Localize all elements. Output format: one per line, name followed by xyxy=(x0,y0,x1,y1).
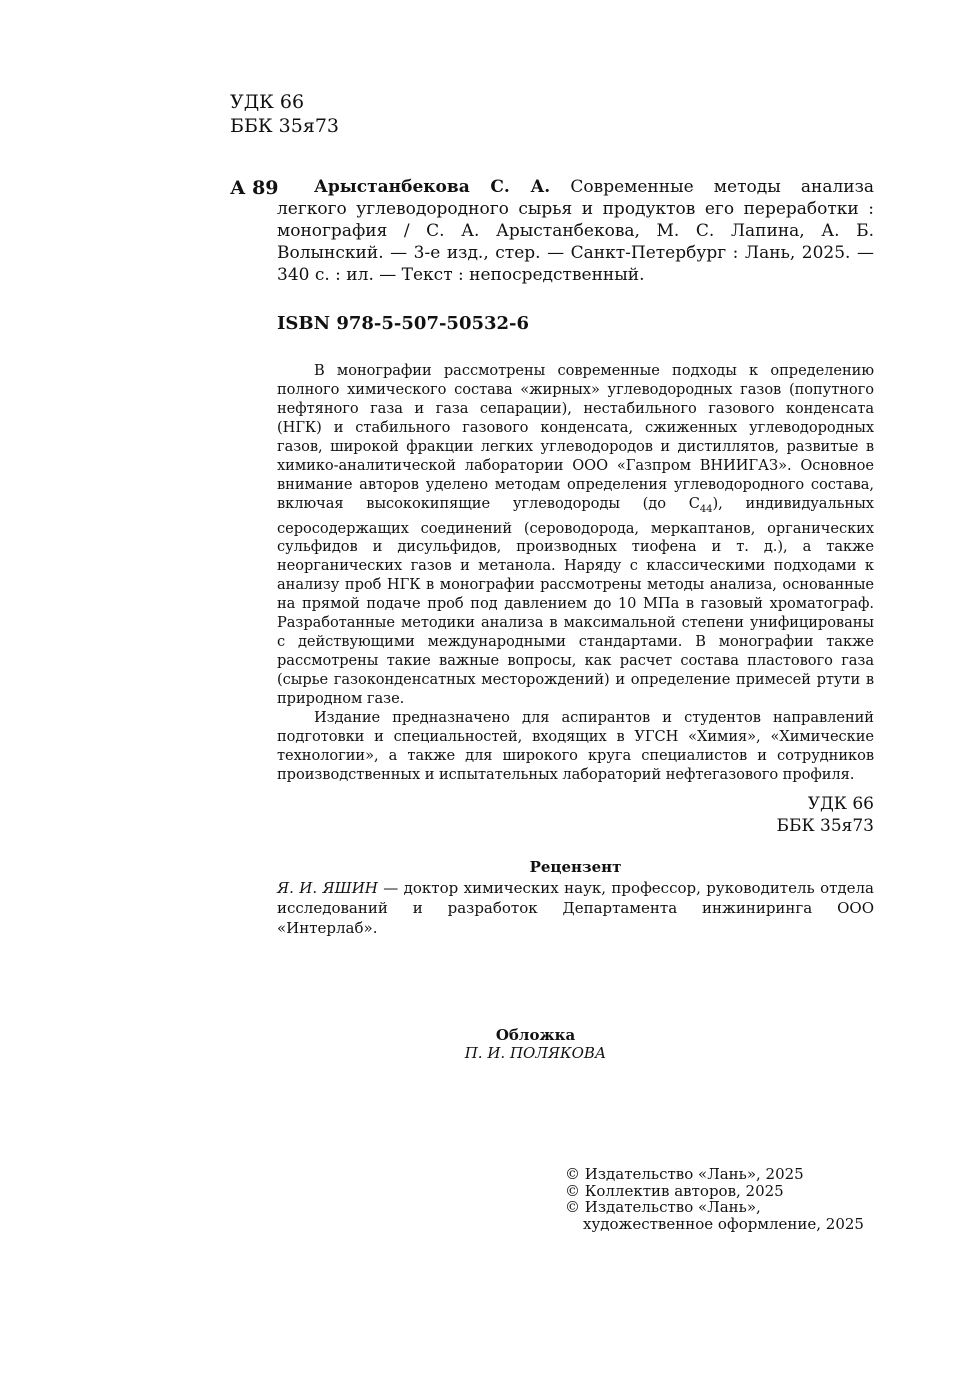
bbk-code: ББК 35я73 xyxy=(230,115,340,137)
annotation-paragraph-1 xyxy=(277,362,874,709)
copyright-line: художественное оформление, 2025 xyxy=(583,1214,864,1233)
bbk-code-right: ББК 35я73 xyxy=(776,816,874,836)
cover-designer: П. И. ПОЛЯКОВА xyxy=(464,1044,607,1062)
copyright-line: © Коллектив авторов, 2025 xyxy=(565,1181,784,1200)
copyright-line: © Издательство «Лань», xyxy=(565,1198,761,1216)
udk-code: УДК 66 xyxy=(230,91,305,113)
udk-block-top xyxy=(230,90,339,138)
biblio-text: Современные методы анализа легкого углеводородного сырья и продуктов его переработки : монография / С. А. Арыстанбекова, М. С. Лапина, А. Б. Волынский. — 3-е изд., стер. — Санкт-Петербург : Лань, 2025. — 340 с. : ил. — Текст : непосредственный. xyxy=(277,177,874,285)
isbn: ISBN 978-5-507-50532-6 xyxy=(277,313,530,334)
copyright-block xyxy=(565,1166,864,1232)
bibliographic-description xyxy=(277,176,874,286)
reviewer-name: Я. И. ЯШИН xyxy=(277,879,378,897)
cover-heading: Обложка xyxy=(495,1026,576,1044)
annotation-paragraph-2: Издание предназначено для аспирантов и студентов направлений подготовки и специальностей, входящих в УГСН «Химия», «Химические технологии», а также для широкого круга специалистов и сотрудников производственных и испытательных лабораторий нефтегазового профиля. xyxy=(277,709,874,783)
copyright-line: © Издательство «Лань», 2025 xyxy=(565,1165,804,1183)
udk-code-right: УДК 66 xyxy=(807,794,874,814)
author-name: Арыстанбекова С. А. xyxy=(314,177,551,197)
annotation-subscript: 44 xyxy=(699,503,713,515)
annotation-p1-part2: ), индивидуальных серосодержащих соединений (сероводорода, меркаптанов, органических сульфидов и дисульфидов, производных тиофена и т. д.), а также неорганических газов и метанола. Наряду с классическими подходами к анализу проб НГК в монографии рассмотрены методы анализа, основанные на прямой подаче проб под давлением до 10 МПа в газовый хроматограф. Разработанные методики анализа в максимальной степени унифицированы с действующими международными стандартами. В монографии также рассмотрены такие важные вопросы, как расчет состава пластового газа (сырье газоконденсатных месторождений) и определение примесей ртути в природном газе. xyxy=(277,494,874,708)
udk-block-right xyxy=(700,793,874,837)
reviewer-text xyxy=(277,878,874,938)
annotation xyxy=(277,362,874,785)
reviewer-description: — доктор химических наук, профессор, руководитель отдела исследований и разработок Департамента инжиниринга ООО «Интерлаб». xyxy=(277,879,874,937)
annotation-p1-part1: В монографии рассмотрены современные подходы к определению полного химического состава «жирных» углеводородных газов (попутного нефтяного газа и газа сепарации), нестабильного газового конденсата (НГК) и стабильного газового конденсата, сжиженных углеводородных газов, широкой фракции легких углеводородов и дистиллятов, развитые в химико-аналитической лаборатории ООО «Газпром ВНИИГАЗ». Основное внимание авторов уделено методам определения углеводородного состава, включая высококипящие углеводороды (до C xyxy=(277,362,874,512)
reviewer-heading: Рецензент xyxy=(529,858,622,876)
author-mark: А 89 xyxy=(230,177,279,199)
